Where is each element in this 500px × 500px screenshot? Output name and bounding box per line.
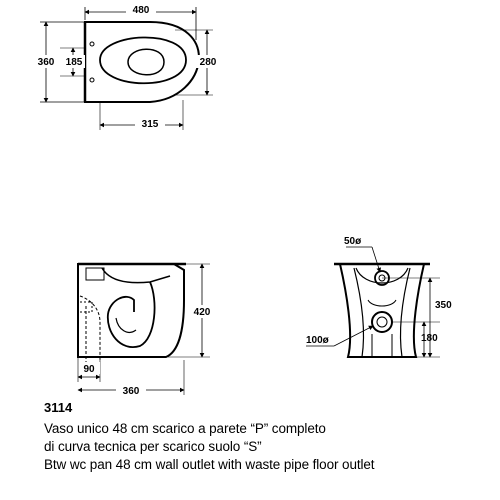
caption-line-english: Btw wc pan 48 cm wall outlet with waste pipe floor outlet [44,457,375,472]
dim-height-180: 180 [421,333,438,344]
dim-side-depth-360: 360 [122,386,140,395]
side-view [78,264,216,395]
side-bowl-inner [102,268,170,283]
dim-outlet-90: 90 [83,364,95,375]
dim-inner-185: 185 [65,57,83,68]
bowl-opening [128,49,164,75]
dim-right-280: 280 [199,57,217,68]
dim-outlet-315: 315 [141,119,159,130]
side-body-outline [78,264,184,357]
side-trap [108,282,155,347]
product-code: 3114 [44,400,73,415]
product-caption [44,400,494,474]
dim-height-350: 350 [435,300,452,311]
top-view [29,3,220,130]
caption-line-italian-2: di curva tecnica per scarico suolo “S” [44,439,262,454]
side-s-pipe [80,296,100,362]
label-inlet-50: 50ø [344,236,362,247]
dim-depth-360: 360 [37,57,55,68]
bowl-rim [100,37,186,83]
label-outlet-100: 100ø [306,335,329,346]
front-view [306,236,452,357]
outlet-100-circle [372,312,392,332]
bowl-outline [85,22,199,102]
dim-height-420: 420 [193,307,211,318]
caption-line-italian-1: Vaso unico 48 cm scarico a parete “P” completo [44,421,326,436]
dim-width-480: 480 [132,5,150,16]
